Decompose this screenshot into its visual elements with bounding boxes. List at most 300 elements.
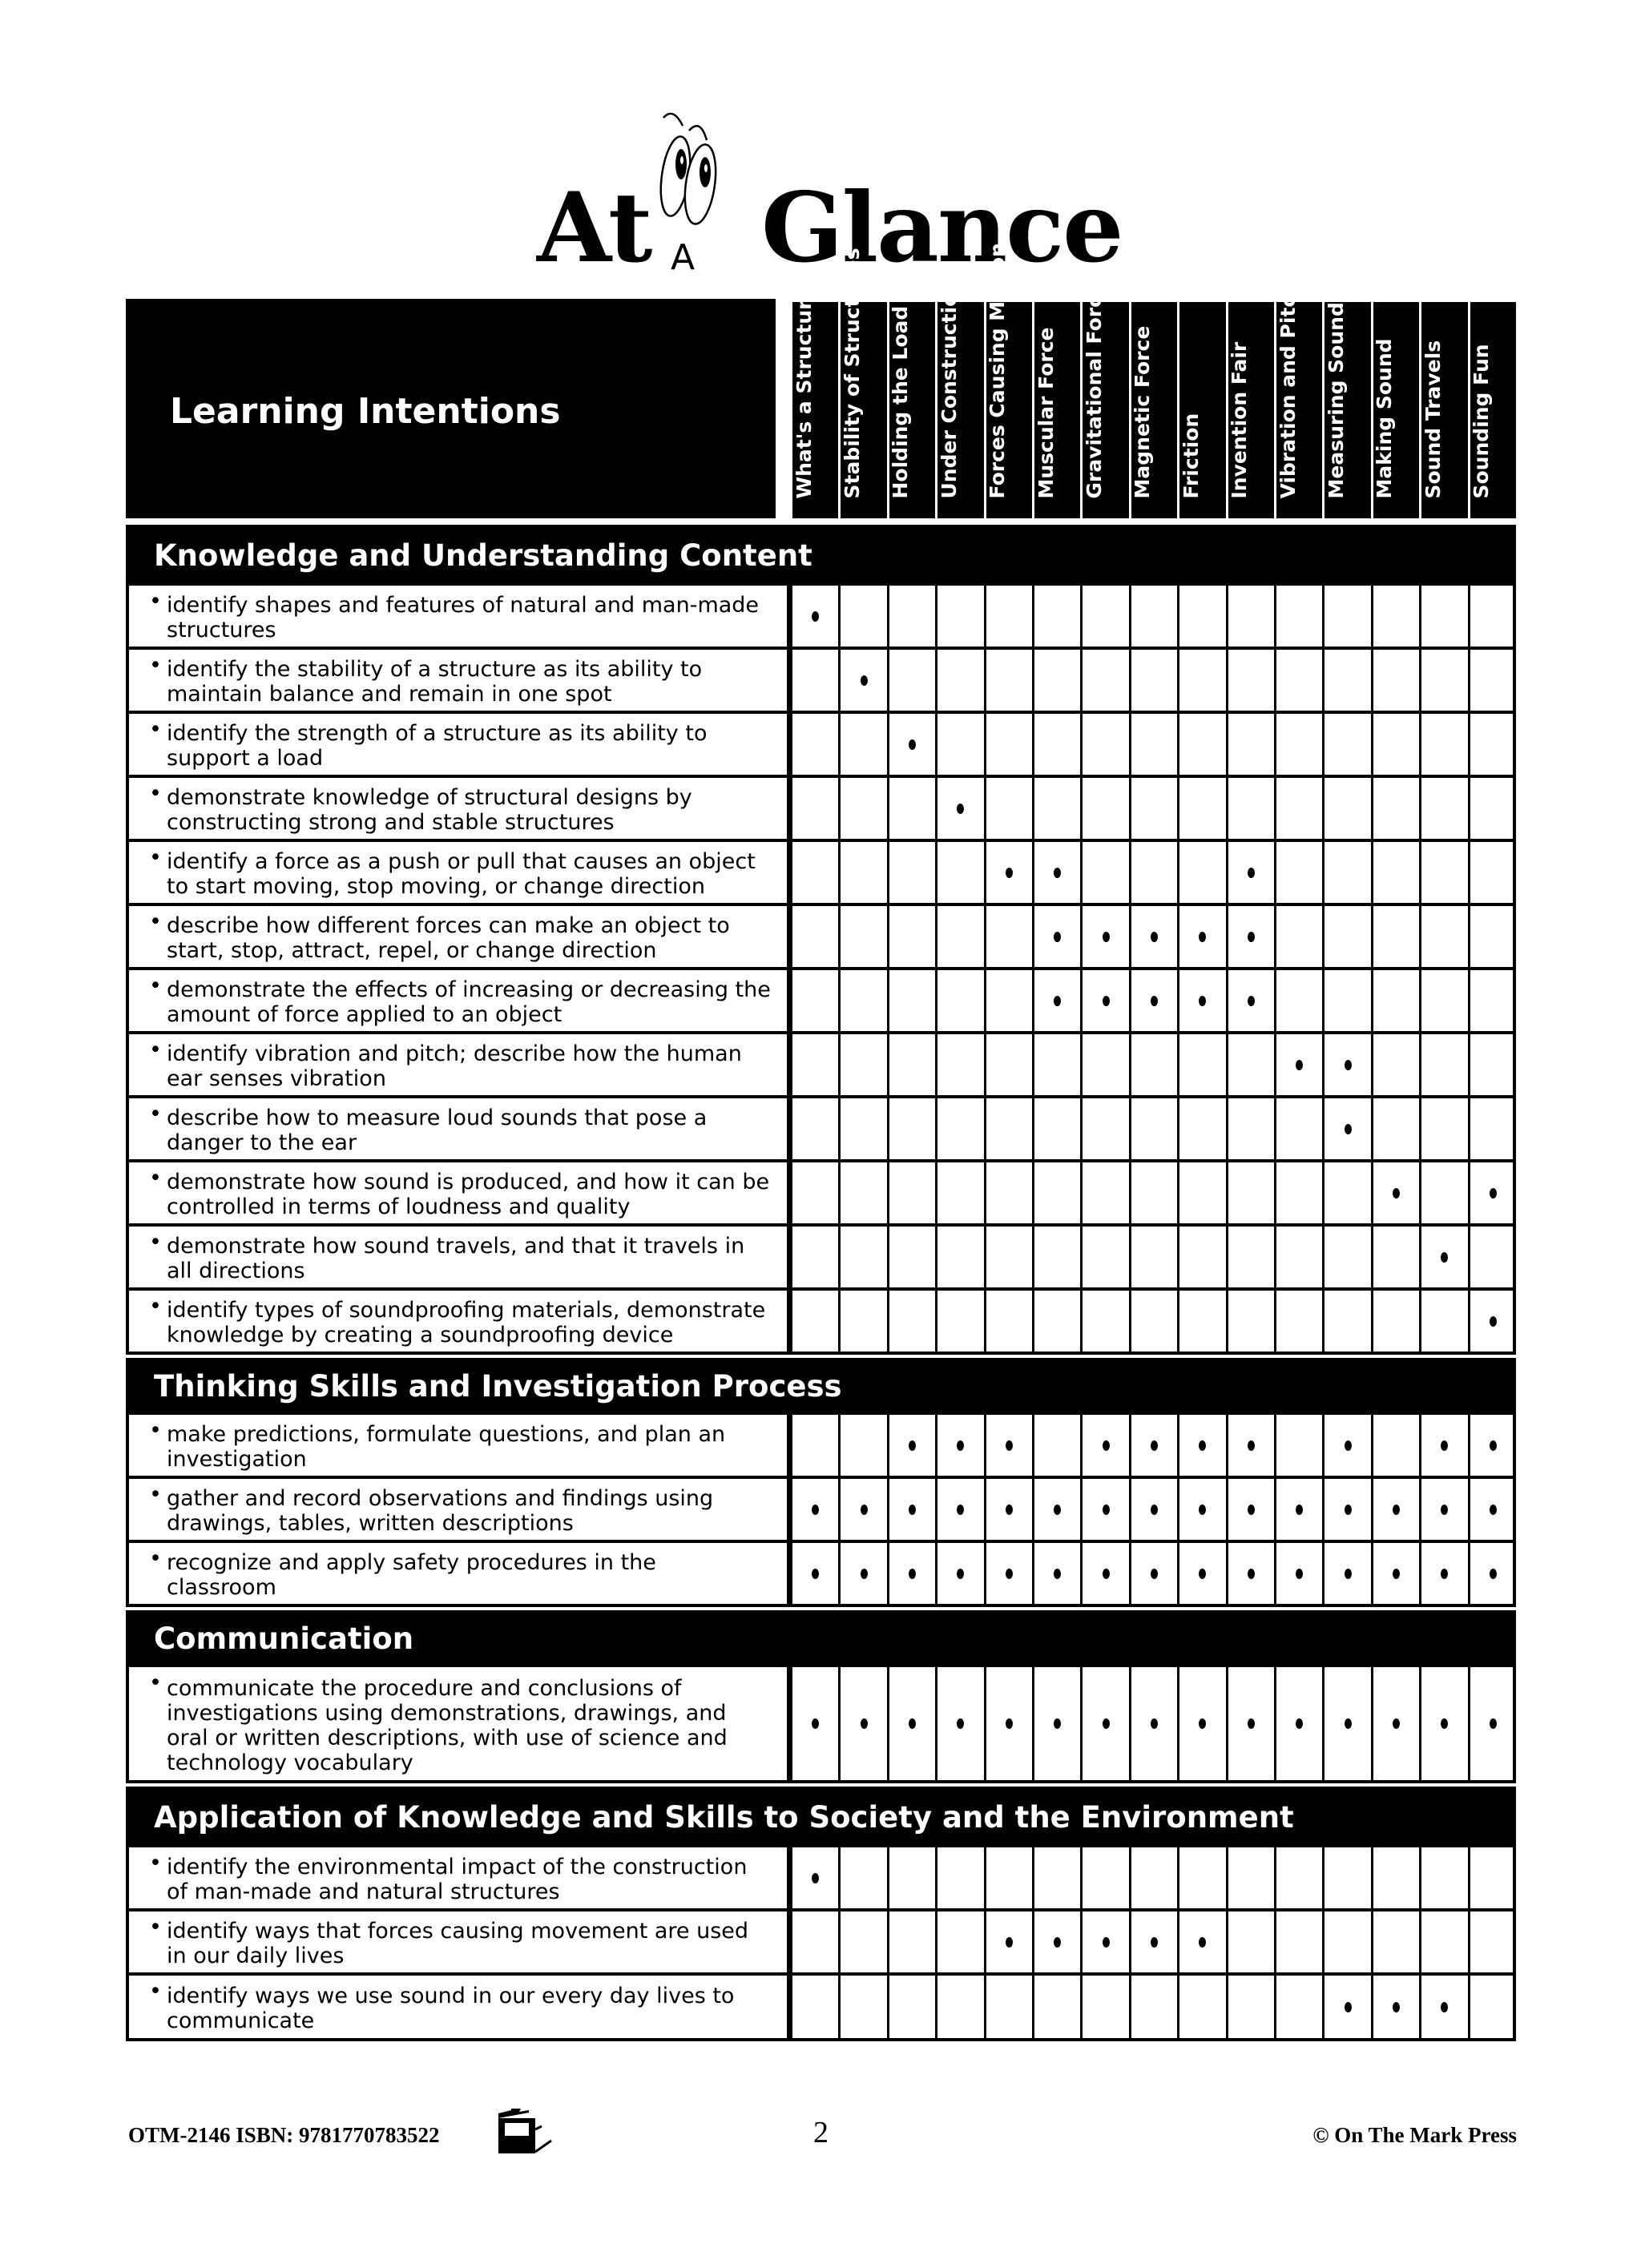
- activity-cell: [984, 586, 1032, 647]
- column-header: [1468, 302, 1516, 518]
- activity-cell: [838, 1034, 886, 1095]
- activity-cell: [1468, 906, 1516, 967]
- checkmark-dot-icon: [1345, 1440, 1352, 1451]
- checkmark-dot-icon: [1054, 1505, 1061, 1515]
- activity-cell: [984, 714, 1032, 775]
- learning-intention-cell: [129, 1543, 790, 1604]
- activity-cell: [1032, 1034, 1080, 1095]
- activity-cell: [790, 1976, 838, 2038]
- checkmark-dot-icon: [1006, 1937, 1013, 1948]
- activity-cell: [1419, 1543, 1467, 1604]
- activity-cell: [1274, 1479, 1322, 1540]
- table-row: [126, 778, 1516, 842]
- bullet-icon: •: [149, 1166, 162, 1190]
- activity-cell: [1032, 778, 1080, 839]
- checkmark-dot-icon: [1103, 932, 1110, 942]
- activity-cell: [1274, 842, 1322, 903]
- activity-cell: [984, 1847, 1032, 1908]
- learning-intention-cell: [129, 970, 790, 1031]
- bullet-icon: •: [149, 909, 162, 934]
- checkmark-dot-icon: [1054, 932, 1061, 942]
- activity-cell: [1129, 1543, 1177, 1604]
- activity-cell: [1080, 1911, 1128, 1972]
- checkmark-dot-icon: [1490, 1316, 1497, 1327]
- activity-cell: [1322, 586, 1370, 647]
- activity-cell: [1371, 714, 1419, 775]
- column-header-label: Friction: [1179, 413, 1203, 499]
- column-header-label: Holding the Load: [889, 305, 913, 499]
- checkmark-dot-icon: [1248, 996, 1255, 1006]
- checkmark-dot-icon: [1490, 1440, 1497, 1451]
- checkmark-dot-icon: [1345, 1124, 1352, 1134]
- activity-cell: [1080, 842, 1128, 903]
- activity-cell: [790, 906, 838, 967]
- checkmark-dot-icon: [861, 1569, 868, 1579]
- checkmark-dot-icon: [1490, 1505, 1497, 1515]
- activity-cell: [1226, 586, 1274, 647]
- activity-cell: [1032, 1847, 1080, 1908]
- checkmark-dot-icon: [1345, 1569, 1352, 1579]
- learning-intention-text: make predictions, formulate questions, and plan an investigation: [167, 1422, 726, 1472]
- learning-intention-cell: [129, 778, 790, 839]
- activity-cell: [1129, 906, 1177, 967]
- activity-cell: [1177, 970, 1225, 1031]
- activity-cell: [1080, 1034, 1128, 1095]
- learning-intention-cell: [129, 1098, 790, 1159]
- checkmark-dot-icon: [1345, 2002, 1352, 2012]
- activity-cell: [887, 1543, 935, 1604]
- photocopier-icon: [497, 2109, 561, 2153]
- activity-cell: [984, 1543, 1032, 1604]
- checkmark-dot-icon: [1054, 1937, 1061, 1948]
- activity-cell: [1032, 1415, 1080, 1476]
- activity-cell: [1080, 778, 1128, 839]
- checkmark-dot-icon: [909, 1440, 916, 1451]
- activity-cell: [1371, 970, 1419, 1031]
- activity-cell: [887, 906, 935, 967]
- activity-cell: [1274, 1911, 1322, 1972]
- checkmark-dot-icon: [1490, 1718, 1497, 1729]
- activity-cell: [838, 1976, 886, 2038]
- activity-cell: [1129, 970, 1177, 1031]
- activity-cell: [1322, 906, 1370, 967]
- column-header: [935, 278, 983, 518]
- learning-intention-text: identify vibration and pitch; describe how the human ear senses vibration: [167, 1041, 742, 1091]
- checkmark-dot-icon: [1199, 1937, 1206, 1948]
- activity-cell: [887, 778, 935, 839]
- activity-cell: [935, 1976, 983, 2038]
- activity-cell: [1371, 1479, 1419, 1540]
- checkmark-dot-icon: [1296, 1718, 1303, 1729]
- activity-cell: [1274, 970, 1322, 1031]
- activity-cell: [887, 1291, 935, 1352]
- activity-cell: [1468, 1543, 1516, 1604]
- bullet-icon: •: [149, 1851, 162, 1875]
- activity-cell: [838, 1847, 886, 1908]
- activity-cell: [1274, 650, 1322, 711]
- activity-cell: [1032, 970, 1080, 1031]
- activity-cell: [790, 1162, 838, 1223]
- activity-cell: [1322, 714, 1370, 775]
- activity-cell: [984, 1479, 1032, 1540]
- checkmark-dot-icon: [1103, 1937, 1110, 1948]
- activity-cell: [1468, 1847, 1516, 1908]
- activity-cell: [790, 1291, 838, 1352]
- checkmark-dot-icon: [1054, 1569, 1061, 1579]
- activity-cell: [1080, 1098, 1128, 1159]
- column-header: [1032, 302, 1080, 518]
- table-row: [126, 1479, 1516, 1543]
- activity-cell: [1177, 778, 1225, 839]
- activity-cell: [1032, 1291, 1080, 1352]
- activity-cell: [790, 778, 838, 839]
- activity-cell: [887, 1479, 935, 1540]
- activity-cell: [838, 1227, 886, 1287]
- activity-cell: [1274, 714, 1322, 775]
- activity-cell: [1129, 1162, 1177, 1223]
- activity-cell: [887, 1227, 935, 1287]
- title-word-a: A: [671, 237, 696, 278]
- learning-intention-text: identify the stability of a structure as its ability to maintain balance and remain in one spot: [167, 657, 703, 707]
- activity-cell: [935, 1098, 983, 1159]
- section-title: Application of Knowledge and Skills to Society and the Environment: [154, 1799, 1294, 1835]
- checkmark-dot-icon: [1006, 1718, 1013, 1729]
- checkmark-dot-icon: [1199, 932, 1206, 942]
- activity-cell: [1129, 778, 1177, 839]
- activity-cell: [1322, 1543, 1370, 1604]
- activity-cell: [984, 906, 1032, 967]
- table-row: [126, 1847, 1516, 1911]
- learning-intention-cell: [129, 1911, 790, 1972]
- activity-cell: [1129, 1911, 1177, 1972]
- activity-cell: [1322, 1291, 1370, 1352]
- table-row: [126, 1162, 1516, 1227]
- checkmark-dot-icon: [1393, 2002, 1400, 2012]
- activity-cell: [1468, 1976, 1516, 2038]
- activity-cell: [1419, 1034, 1467, 1095]
- activity-cell: [887, 1162, 935, 1223]
- column-header-label: What's a Structure!: [792, 277, 816, 499]
- activity-cell: [1032, 1227, 1080, 1287]
- activity-cell: [1226, 1291, 1274, 1352]
- activity-cell: [1226, 778, 1274, 839]
- column-header-label: Magnetic Force: [1131, 325, 1155, 499]
- bullet-icon: •: [149, 1915, 162, 1940]
- activity-cell: [1129, 650, 1177, 711]
- activity-cell: [1322, 1415, 1370, 1476]
- activity-cell: [1371, 1667, 1419, 1780]
- activity-cell: [935, 714, 983, 775]
- learning-intention-text: describe how to measure loud sounds that pose a danger to the ear: [167, 1106, 708, 1155]
- activity-cell: [790, 650, 838, 711]
- checkmark-dot-icon: [1006, 1505, 1013, 1515]
- activity-cell: [1177, 1415, 1225, 1476]
- checkmark-dot-icon: [1054, 1718, 1061, 1729]
- activity-cell: [1274, 1098, 1322, 1159]
- learning-intention-cell: [129, 1415, 790, 1476]
- learning-intention-cell: [129, 1976, 790, 2038]
- activity-cell: [1177, 1291, 1225, 1352]
- activity-cell: [887, 842, 935, 903]
- activity-cell: [1129, 1415, 1177, 1476]
- table-row: [126, 970, 1516, 1034]
- activity-cell: [1371, 1847, 1419, 1908]
- activity-cell: [935, 586, 983, 647]
- checkmark-dot-icon: [812, 1569, 819, 1579]
- activity-cell: [1274, 1543, 1322, 1604]
- activity-cell: [935, 1543, 983, 1604]
- activity-cell: [1226, 842, 1274, 903]
- activity-cell: [838, 1162, 886, 1223]
- activity-cell: [1032, 1479, 1080, 1540]
- activity-cell: [1080, 586, 1128, 647]
- activity-cell: [1322, 970, 1370, 1031]
- checkmark-dot-icon: [1248, 1440, 1255, 1451]
- column-header-label: Invention Fair: [1228, 341, 1252, 499]
- learning-intention-cell: [129, 586, 790, 647]
- column-header-label: Forces Causing Motion: [986, 243, 1010, 499]
- checkmark-dot-icon: [909, 1569, 916, 1579]
- learning-intention-cell: [129, 1034, 790, 1095]
- activity-cell: [935, 1911, 983, 1972]
- activity-cell: [1419, 1415, 1467, 1476]
- activity-cell: [1468, 842, 1516, 903]
- activity-cell: [887, 650, 935, 711]
- activity-cell: [1274, 1162, 1322, 1223]
- activity-cell: [1419, 1847, 1467, 1908]
- column-header-label: Gravitational Force: [1083, 282, 1107, 499]
- bullet-icon: •: [149, 653, 162, 678]
- activity-cell: [935, 1034, 983, 1095]
- activity-cell: [1177, 1034, 1225, 1095]
- learning-intention-cell: [129, 906, 790, 967]
- activity-cell: [935, 650, 983, 711]
- footer-isbn: OTM-2146 ISBN: 9781770783522: [128, 2123, 440, 2147]
- activity-cell: [1371, 1415, 1419, 1476]
- checkmark-dot-icon: [1054, 868, 1061, 878]
- activity-cell: [1080, 1415, 1128, 1476]
- checkmark-dot-icon: [1151, 932, 1158, 942]
- activity-cell: [1177, 714, 1225, 775]
- activity-cell: [935, 842, 983, 903]
- activity-cell: [1419, 970, 1467, 1031]
- checkmark-dot-icon: [1248, 1718, 1255, 1729]
- checkmark-dot-icon: [1103, 996, 1110, 1006]
- activity-cell: [1419, 1911, 1467, 1972]
- activity-cell: [790, 842, 838, 903]
- activity-cell: [1371, 842, 1419, 903]
- activity-cell: [1274, 1667, 1322, 1780]
- activity-cell: [1468, 778, 1516, 839]
- checkmark-dot-icon: [1006, 1440, 1013, 1451]
- activity-cell: [935, 1847, 983, 1908]
- column-header-label: Sounding Fun: [1470, 344, 1494, 499]
- checkmark-dot-icon: [1393, 1569, 1400, 1579]
- checkmark-dot-icon: [1199, 1569, 1206, 1579]
- activity-cell: [1371, 906, 1419, 967]
- activity-cell: [935, 1162, 983, 1223]
- activity-cell: [1129, 1291, 1177, 1352]
- section-header: [126, 522, 1516, 586]
- activity-cell: [1177, 1543, 1225, 1604]
- checkmark-dot-icon: [1006, 868, 1013, 878]
- checkmark-dot-icon: [1151, 1440, 1158, 1451]
- checkmark-dot-icon: [1296, 1569, 1303, 1579]
- checkmark-dot-icon: [1248, 1505, 1255, 1515]
- checkmark-dot-icon: [1441, 1252, 1448, 1263]
- activity-cell: [1322, 1098, 1370, 1159]
- activity-cell: [790, 1098, 838, 1159]
- section-header: [126, 1355, 1516, 1415]
- activity-cell: [887, 1911, 935, 1972]
- activity-cell: [984, 1291, 1032, 1352]
- title-word-at: At: [537, 171, 651, 284]
- checkmark-dot-icon: [1151, 1937, 1158, 1948]
- learning-intentions-header: [126, 299, 779, 518]
- activity-cell: [984, 1227, 1032, 1287]
- learning-intention-text: identify the environmental impact of the construction of man-made and natural structures: [167, 1855, 748, 1904]
- activity-cell: [1371, 1291, 1419, 1352]
- checkmark-dot-icon: [1248, 1569, 1255, 1579]
- learning-intention-cell: [129, 842, 790, 903]
- activity-cell: [1322, 1227, 1370, 1287]
- activity-cell: [984, 1098, 1032, 1159]
- activity-cell: [1032, 906, 1080, 967]
- activity-cell: [1177, 650, 1225, 711]
- activity-cell: [1129, 1227, 1177, 1287]
- activity-cell: [1032, 1543, 1080, 1604]
- activity-cell: [1419, 906, 1467, 967]
- activity-cell: [1177, 586, 1225, 647]
- page-number: 2: [813, 2116, 829, 2149]
- learning-intention-text: identify ways that forces causing movement are used in our daily lives: [167, 1919, 749, 1968]
- checkmark-dot-icon: [1296, 1060, 1303, 1070]
- bullet-icon: •: [149, 1418, 162, 1443]
- activity-cell: [838, 586, 886, 647]
- activity-cell: [1226, 1847, 1274, 1908]
- activity-cell: [1226, 1162, 1274, 1223]
- learning-intention-text: gather and record observations and findings using drawings, tables, written descriptions: [167, 1486, 714, 1536]
- learning-intention-cell: [129, 1479, 790, 1540]
- activity-cell: [1371, 586, 1419, 647]
- activity-cell: [984, 1911, 1032, 1972]
- learning-intentions-label: Learning Intentions: [170, 391, 561, 432]
- activity-cell: [984, 778, 1032, 839]
- activity-cell: [1419, 1098, 1467, 1159]
- checkmark-dot-icon: [1441, 2002, 1448, 2012]
- activity-cell: [1032, 842, 1080, 903]
- activity-cell: [984, 842, 1032, 903]
- checkmark-dot-icon: [1151, 996, 1158, 1006]
- activity-cell: [1274, 906, 1322, 967]
- activity-cell: [984, 970, 1032, 1031]
- activity-cell: [984, 650, 1032, 711]
- activity-cell: [1419, 714, 1467, 775]
- activity-cell: [1468, 1162, 1516, 1223]
- activity-cell: [984, 1034, 1032, 1095]
- activity-cell: [1032, 1162, 1080, 1223]
- activity-cell: [1419, 1291, 1467, 1352]
- activity-cell: [1468, 1911, 1516, 1972]
- activity-cell: [1468, 586, 1516, 647]
- activity-cell: [790, 1227, 838, 1287]
- column-header: [1129, 302, 1177, 518]
- checkmark-dot-icon: [1199, 1718, 1206, 1729]
- checkmark-dot-icon: [957, 1569, 964, 1579]
- learning-intention-cell: [129, 1667, 790, 1780]
- activity-cell: [1226, 1415, 1274, 1476]
- learning-intention-cell: [129, 1847, 790, 1908]
- activity-cell: [1032, 1667, 1080, 1780]
- checkmark-dot-icon: [861, 1505, 868, 1515]
- column-header: [1322, 302, 1370, 518]
- table-row: [126, 714, 1516, 778]
- activity-cell: [887, 714, 935, 775]
- activity-cell: [935, 1291, 983, 1352]
- activity-cell: [1080, 1976, 1128, 2038]
- learning-intention-text: identify types of soundproofing materials, demonstrate knowledge by creating a soundproofing device: [167, 1298, 766, 1348]
- activity-cell: [838, 1543, 886, 1604]
- activity-cell: [1177, 906, 1225, 967]
- activity-cell: [838, 650, 886, 711]
- activity-cell: [887, 1098, 935, 1159]
- activity-cell: [1226, 714, 1274, 775]
- activity-cell: [1129, 842, 1177, 903]
- activity-cell: [935, 970, 983, 1031]
- checkmark-dot-icon: [1393, 1505, 1400, 1515]
- checkmark-dot-icon: [1103, 1718, 1110, 1729]
- activity-cell: [1468, 1479, 1516, 1540]
- activity-cell: [1468, 1034, 1516, 1095]
- activity-cell: [1371, 1911, 1419, 1972]
- bullet-icon: •: [149, 1482, 162, 1507]
- activity-cell: [1419, 1162, 1467, 1223]
- activity-cell: [1419, 1479, 1467, 1540]
- activity-cell: [838, 1291, 886, 1352]
- activity-cell: [790, 586, 838, 647]
- column-header-label: Measuring Sound: [1324, 302, 1349, 499]
- activity-cell: [1322, 1479, 1370, 1540]
- activity-cell: [838, 1479, 886, 1540]
- activity-cell: [1371, 1098, 1419, 1159]
- checkmark-dot-icon: [1199, 996, 1206, 1006]
- activity-cell: [1274, 1415, 1322, 1476]
- activity-cell: [1129, 1034, 1177, 1095]
- activity-cell: [838, 1911, 886, 1972]
- checkmark-dot-icon: [812, 611, 819, 622]
- checkmark-dot-icon: [1441, 1440, 1448, 1451]
- activity-cell: [1177, 1479, 1225, 1540]
- activity-cell: [1129, 1098, 1177, 1159]
- table-row: [126, 650, 1516, 714]
- activity-cell: [838, 1415, 886, 1476]
- activity-cell: [1080, 1543, 1128, 1604]
- column-header: [1177, 302, 1225, 518]
- activity-cell: [1322, 1847, 1370, 1908]
- activity-cell: [790, 1415, 838, 1476]
- checkmark-dot-icon: [957, 1718, 964, 1729]
- bullet-icon: •: [149, 717, 162, 742]
- activity-cell: [887, 1415, 935, 1476]
- learning-intention-text: demonstrate how sound travels, and that it travels in all directions: [167, 1234, 745, 1283]
- activity-cell: [1322, 778, 1370, 839]
- activity-cell: [984, 1162, 1032, 1223]
- activity-cell: [935, 906, 983, 967]
- activity-cell: [1129, 586, 1177, 647]
- activity-cell: [790, 1034, 838, 1095]
- activity-cell: [887, 586, 935, 647]
- activity-cell: [1226, 906, 1274, 967]
